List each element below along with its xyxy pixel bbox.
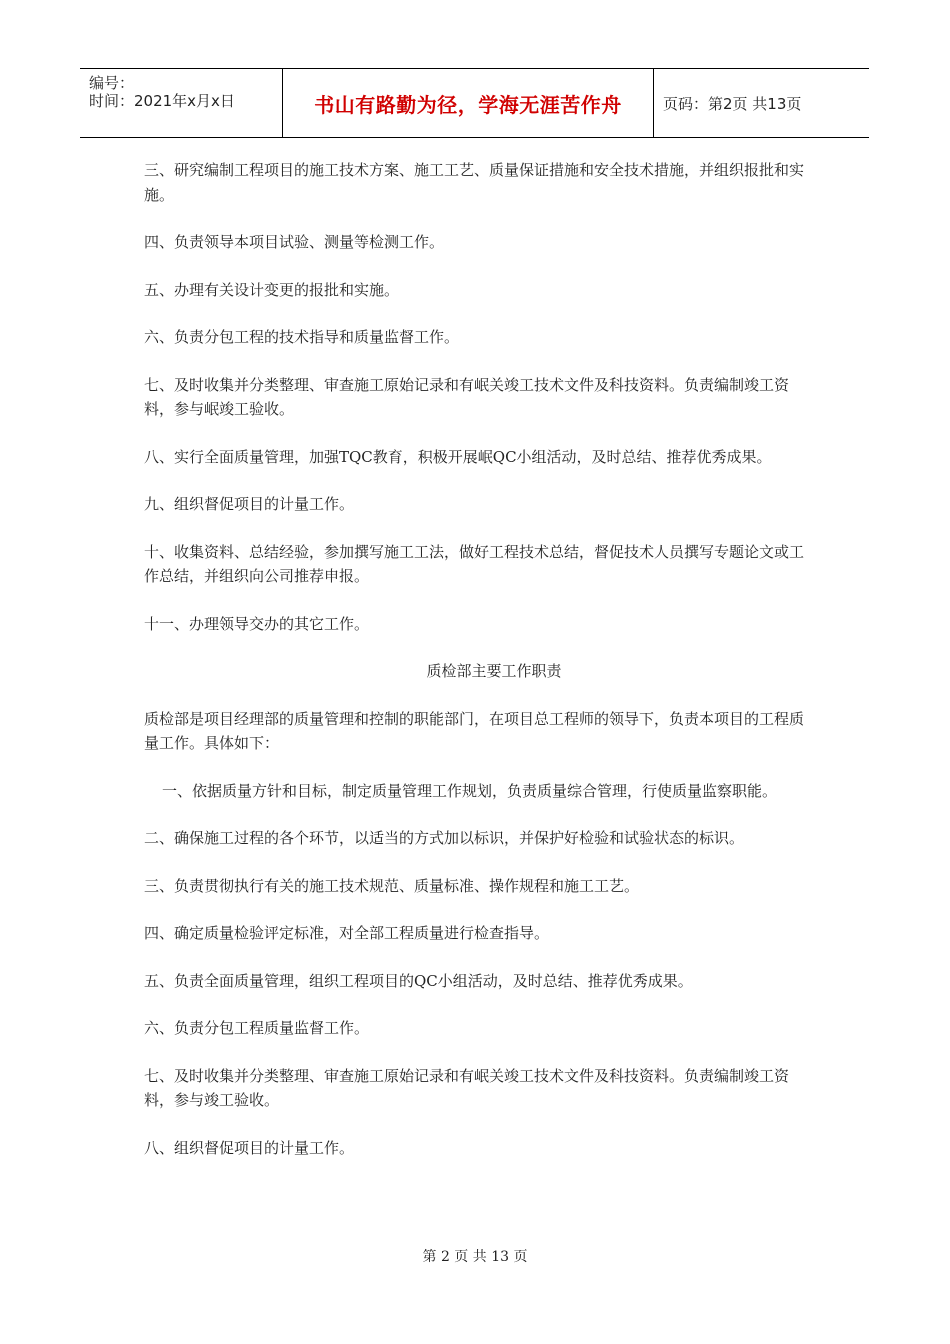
paragraph: 九、组织督促项目的计量工作。 [144,495,355,513]
paragraph: 八、实行全面质量管理，加强TQC教育，积极开展岷QC小组活动，及时总结、推荐优秀成果。 [144,447,772,466]
paragraph: 十、收集资料、总结经验，参加撰写施工工法，做好工程技术总结，督促技术人员撰写专题论文或工作总结，并组织向公司推荐申报。 [144,542,805,585]
paragraph: 质检部是项目经理部的质量管理和控制的职能部门，在项目总工程师的领导下，负责本项目的工程质量工作。具体如下： [144,709,805,752]
page-footer: 第 2 页 共 13 页 [422,1249,528,1265]
document-body [144,158,814,1183]
date-label: 时间：2021年x月x日 [89,92,235,110]
paragraph: 六、负责分包工程质量监督工作。 [144,1019,370,1037]
paragraph: 四、负责领导本项目试验、测量等检测工作。 [144,233,445,251]
header-page-cell [654,69,869,137]
paragraph: 七、及时收集并分类整理、审查施工原始记录和有岷关竣工技术文件及科技资料。负责编制竣工资料，参与竣工验收。 [144,1066,790,1109]
section-heading: 质检部主要工作职责 [426,662,562,680]
paragraph: 三、负责贯彻执行有关的施工技术规范、质量标准、操作规程和施工工艺。 [144,876,640,895]
header-meta-cell [80,69,283,137]
paragraph: 五、负责全面质量管理，组织工程项目的QC小组活动，及时总结、推荐优秀成果。 [144,971,693,990]
paragraph: 七、及时收集并分类整理、审查施工原始记录和有岷关竣工技术文件及科技资料。负责编制竣工资料，参与岷竣工验收。 [144,375,790,418]
paragraph: 一、依据质量方针和目标，制定质量管理工作规划，负责质量综合管理，行使质量监察职能。 [162,781,778,800]
paragraph: 八、组织督促项目的计量工作。 [144,1138,355,1157]
motto-text: 书山有路勤为径，学海无涯苦作舟 [314,92,622,117]
paragraph: 二、确保施工过程的各个环节，以适当的方式加以标识，并保护好检验和试验状态的标识。 [144,829,745,847]
paragraph: 四、确定质量检验评定标准，对全部工程质量进行检查指导。 [144,924,550,942]
paragraph: 三、研究编制工程项目的施工技术方案、施工工艺、质量保证措施和安全技术措施，并组织报批和实施。 [144,161,805,204]
document-header [80,68,869,138]
serial-label: 编号： [89,74,135,92]
paragraph: 六、负责分包工程的技术指导和质量监督工作。 [144,328,460,346]
paragraph: 十一、办理领导交办的其它工作。 [144,614,370,633]
header-page-info: 页码：第2页 共13页 [663,94,802,113]
paragraph: 五、办理有关设计变更的报批和实施。 [144,280,400,299]
header-motto-cell [283,69,654,137]
